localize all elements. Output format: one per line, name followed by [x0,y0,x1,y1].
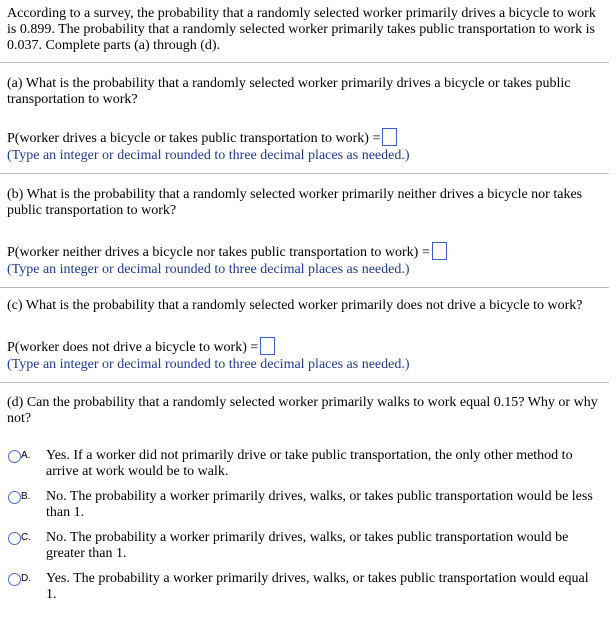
divider [0,287,609,288]
option-a-text: Yes. If a worker did not primarily drive or take public transportation, the only other method to arrive at work would be to walk. [46,448,573,479]
option-b-radio[interactable] [8,491,21,504]
option-c-radio[interactable] [8,532,21,545]
option-c-letter: C. [21,532,31,543]
option-a-letter: A. [21,450,31,461]
part-d-question: (d) Can the probability that a randomly selected worker primarily walks to work equal 0.15? Why or why not? [7,395,598,426]
part-a-prompt: P(worker drives a bicycle or takes public transportation to work) = [7,131,381,146]
part-b-hint: (Type an integer or decimal rounded to three decimal places as needed.) [7,262,410,277]
problem-statement: According to a survey, the probability that a randomly selected worker primarily drives a bicycle to work is 0.899. The probability that a randomly selected worker primarily takes public transportation to work is 0.037. Complete parts (a) through (d). [7,6,596,53]
part-a-question: (a) What is the probability that a randomly selected worker primarily drives a bicycle or takes public transportation to work? [7,76,571,107]
option-b-text: No. The probability a worker primarily drives, walks, or takes public transportation would be less than 1. [46,489,593,520]
option-b-letter: B. [21,491,31,502]
part-b-question: (b) What is the probability that a randomly selected worker primarily neither drives a bicycle nor takes public transportation to work? [7,187,583,218]
part-c-hint: (Type an integer or decimal rounded to three decimal places as needed.) [7,357,410,372]
part-c-prompt: P(worker does not drive a bicycle to work) = [7,340,259,355]
divider [0,382,609,383]
option-d-letter: D. [21,573,31,584]
part-c-answer-input[interactable] [260,337,275,355]
part-a-answer-line [7,128,607,147]
option-a-radio[interactable] [8,450,21,463]
part-b-prompt: P(worker neither drives a bicycle nor takes public transportation to work) = [7,245,430,260]
part-a-hint: (Type an integer or decimal rounded to three decimal places as needed.) [7,148,410,163]
divider [0,62,609,63]
part-c-question: (c) What is the probability that a randomly selected worker primarily does not drive a bicycle to work? [7,298,583,313]
part-a-answer-input[interactable] [382,128,397,146]
option-c-text: No. The probability a worker primarily drives, walks, or takes public transportation would be greater than 1. [46,530,569,561]
divider [0,173,609,174]
option-d-text: Yes. The probability a worker primarily drives, walks, or takes public transportation would equal 1. [46,571,589,602]
part-b-answer-input[interactable] [432,242,447,260]
option-d-radio[interactable] [8,573,21,586]
part-b-answer-line [7,242,607,261]
part-c-answer-line [7,337,607,356]
